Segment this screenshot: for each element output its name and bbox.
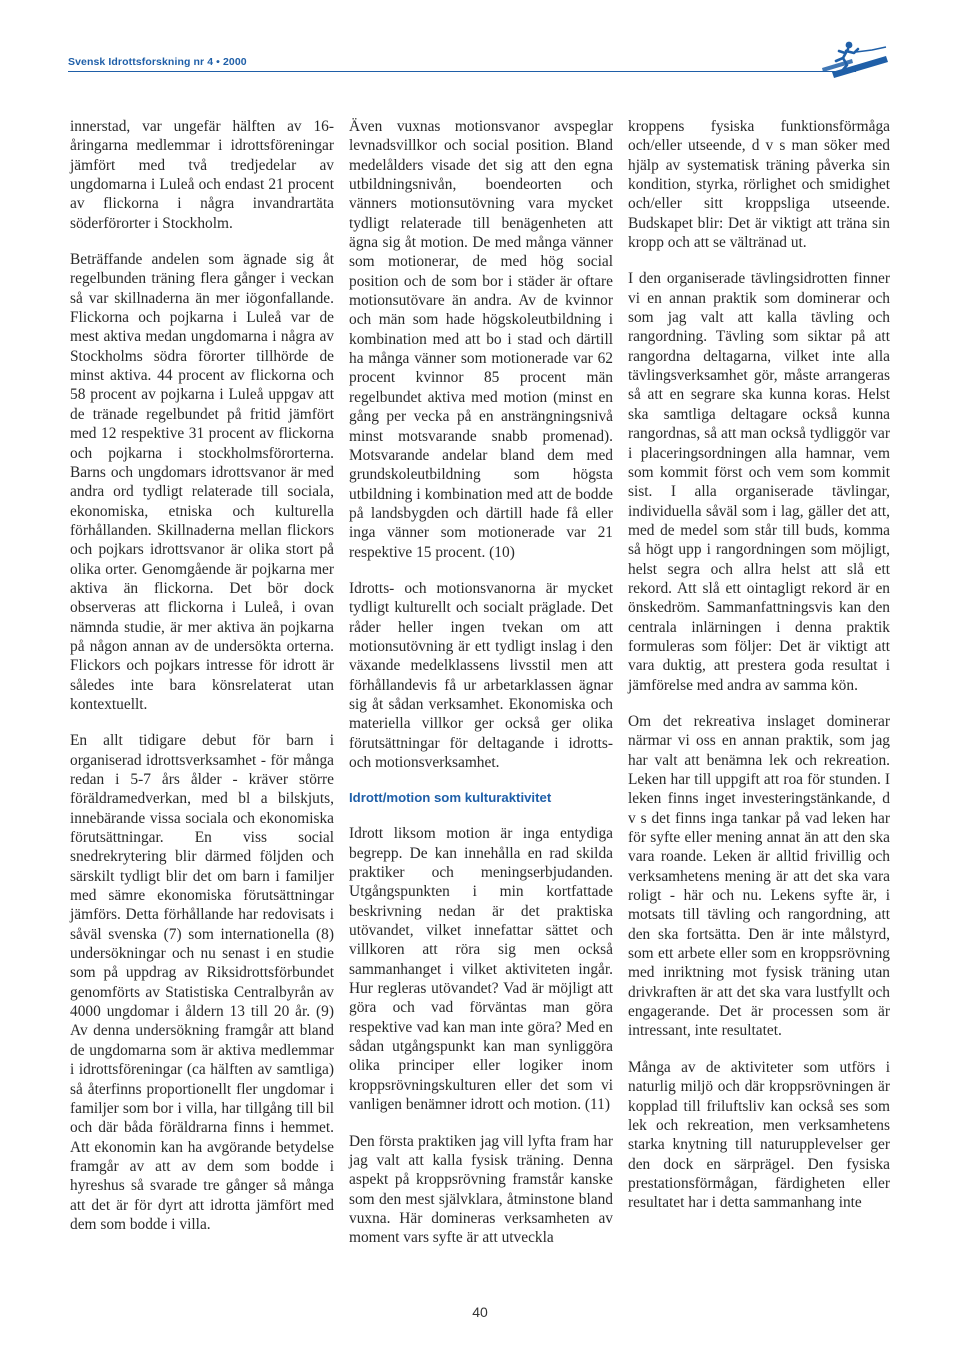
paragraph: Idrott liksom motion är inga entydiga begrepp. De kan innehålla en rad skilda praktiker och meningserbjudanden. Utgångspunkten i min kortfattade beskrivning nedan är det praktiska utövandet, vilket innefattar sättet och villkoren att röra sig men också sammanhanget i vilket aktiviteten ingår. Hur regleras utövandet? Vad är möjligt att göra och vad förväntas man göra respektive vad kan man inte göra? Med en sådan utgångspunkt kan man synliggöra olika principer eller logiker inom kroppsrövningskulturen eller det som vi vanligen benämner idrott och motion. (11)	[349, 825, 613, 1114]
page-number: 40	[472, 1304, 488, 1320]
section-heading: Idrott/motion som kulturaktivitet	[349, 790, 552, 806]
paragraph: Beträffande andelen som ägnade sig åt regelbunden träning flera gånger i veckan så var skillnaderna än mer iögonfallande. Flickorna och pojkarna i Luleå var de mest aktiva medan ungdomarna i några av Stockholms södra förorter tillhörde de minst aktiva. 44 procent av flickorna och 58 procent av pojkarna i Luleå uppgav att de tränade regelbundet på fritid jämfört med 12 respektive 31 procent av flickorna och pojkarna i stockholmsförorterna. Barns och ungdomars idrottsvanor är med andra ord tydligt relaterade till sociala, ekonomiska, etniska och kulturella förhållanden. Skillnaderna mellan flickors och pojkars idrottsvanor är olika stort på olika orter. Genomgående är pojkarna mer aktiva än flickorna. Det bör dock observeras att flickorna i Luleå, i ovan nämnda studie, är mer aktiva än pojkarna på någon annan av de undersökta orterna. Flickors och pojkars intresse för idrott är således inte bara könsrelaterat utan kontextuellt.	[70, 251, 334, 713]
paragraph: En allt tidigare debut för barn i organiserad idrottsverksamhet - för många redan i 5-7 års ålder - kräver större föräldramedverkan, med bl a bilskjuts, innebärande vissa sociala och ekonomiska förutsättningar. En viss social snedrekrytering blir därmed följden och särskilt tydligt blir det om barn i familjer med sämre ekonomiska förutsättningar jämförs. Detta förhållande har redovisats i såväl svenska (7) som internationella (8) undersökningar och nu senast i en studie som på uppdrag av Riksidrottsförbundet genomförts av Statistiska Centralbyrån av 4000 ungdomar i åldern 13 till 20 år. (9) Av denna undersökning framgår att bland de ungdomarna som är aktiva medlemmar i idrottsföreningar (ca hälften av samtliga) så återfinns proportionellt fler ungdomar i familjer som bor i villa, har tillgång till bil och där båda föräldrarna finns i hemmet. Att ekonomin kan ha avgörande betydelse framgår av att av dem som bodde i hyreshus så svarade tre gånger så många att det är för dyrt att idrotta jämfört med dem som bodde i villa.	[70, 732, 334, 1233]
paragraph: Många av de aktiviteter som utförs i naturlig miljö och där kroppsrövningen är kopplad till friluftsliv kan också ses som lek och rekreation, men verksamhetens starka knytning till naturupplevelser ger den dock en särprägel. Den fysiska prestationsförmågan, färdigheten eller resultatet har i detta sammanhang inte	[628, 1058, 890, 1212]
paragraph: Den första praktiken jag vill lyfta fram har jag valt att kalla fysisk träning. Denna aspekt på kroppsrövning framstår kanske som den mest självklara, åtminstone bland vuxna. Här domineras verksamheten av moment vars syfte är att utveckla	[349, 1132, 613, 1247]
paragraph: I den organiserade tävlingsidrotten finner vi en annan praktik som dominerar och som jag valt att kalla tävling och rangordning. Tävling som siktar på att rangordna deltagarna, vilket inte alla tävlingsverksamhet gör, måste arrangeras så att en segrare ska kunna koras. Helst ska samtliga deltagare också kunna rangordnas, så att man också tydliggör var i placeringsordningen alla hamnar, vem som kommit först och vem som kommit sist. I alla organiserade tävlingar, individuella såväl som i lag, gäller det att, med de medel som står till buds, komma så högt upp i rangordningen som möjligt, helst segra och allra helst att slå ett rekord. Att slå ett ointagligt rekord är en önskedröm. Sammanfattningsvis kan den centrala inlärningen i denna praktik formuleras som följer: Det är viktigt att vara duktig, att prestera goda resultat i jämförelse med andra av samma kön.	[628, 270, 890, 694]
journal-title: Svensk Idrottsforskning nr 4 • 2000	[68, 56, 247, 68]
text-column-2	[349, 117, 613, 1265]
paragraph: innerstad, var ungefär hälften av 16-åringarna medlemmar i idrottsföreningar jämfört med två tredjedelar av ungdomarna i Luleå och endast 21 procent av flickorna i några invandrartäta söderförorter i Stockholm.	[70, 118, 334, 232]
paragraph: Idrotts- och motionsvanorna är mycket tydligt kulturellt och socialt präglade. Det råder heller ingen tvekan om att motionsutövning är ett tydligt inslag i den växande medelklassens livsstil men att förhållandevis få ur arbetarklassen ägnar sig åt sådan verksamhet. Ekonomiska och materiella villkor ger också ger olika förutsättningar för deltagande i idrotts- och motionsverksamhet.	[349, 579, 613, 771]
text-column-1	[70, 117, 334, 1251]
paragraph: Om det rekreativa inslaget dominerar närmar vi oss en annan praktik, som jag har valt att benämna lek och rekreation. Leken har till uppgift att roa för stunden. I leken finns inget investeringstänkande, d v s det finns inga tankar på vad leken har för syfte eller mening annat än att den ska vara roande. Leken är alltid frivillig och verksamhetens mening är att det ska vara roligt - här och nu. Lekens syfte är, i motsats till tävling och rangordning, att den ska fortsätta. Den är inte målstyrd, som ett arbete eller som en kroppsrövning med inriktning mot fysisk träning utan drivkraften är att det ska vara lustfyllt och engagerande. Det är processen som är intressant, inte resultatet.	[628, 712, 890, 1040]
runner-logo-icon	[812, 38, 892, 78]
header-rule	[68, 71, 856, 72]
paragraph: kroppens fysiska funktionsförmåga och/eller utseende, d v s man söker med hjälp av systematisk träning påverka sin kondition, styrka, rörlighet och smidighet och/eller sitt kroppsliga utseende. Budskapet blir: Det är viktigt att träna sin kropp och att se vältränad ut.	[628, 118, 890, 252]
text-column-3	[628, 117, 890, 1230]
paragraph: Även vuxnas motionsvanor avspeglar levnadsvillkor och social position. Bland medelålders visade det sig att den egna utbildningsnivån, boendeorten och vänners motionsutövning vara mycket tydligt relaterade till benägenheten att ägna sig åt motion. De med många vänner som motionerar, de med hög social position och de som bor i städer är oftare motionsutövare än andra. Av de kvinnor och män som hade högskoleutbildning i kombination med att bo i stad och därtill ha många vänner som motionerade var 62 procent kvinnor 85 procent män regelbundet aktiva med motion (minst en gång per vecka på en ansträngningsnivå minst motsvarande snabb promenad). Motsvarande andelar bland dem med grundskoleutbildning som högsta utbildning i kombination med att de bodde på landsbygden och därtill hade få eller inga vänner som motionerade var 21 respektive 15 procent. (10)	[349, 118, 613, 561]
